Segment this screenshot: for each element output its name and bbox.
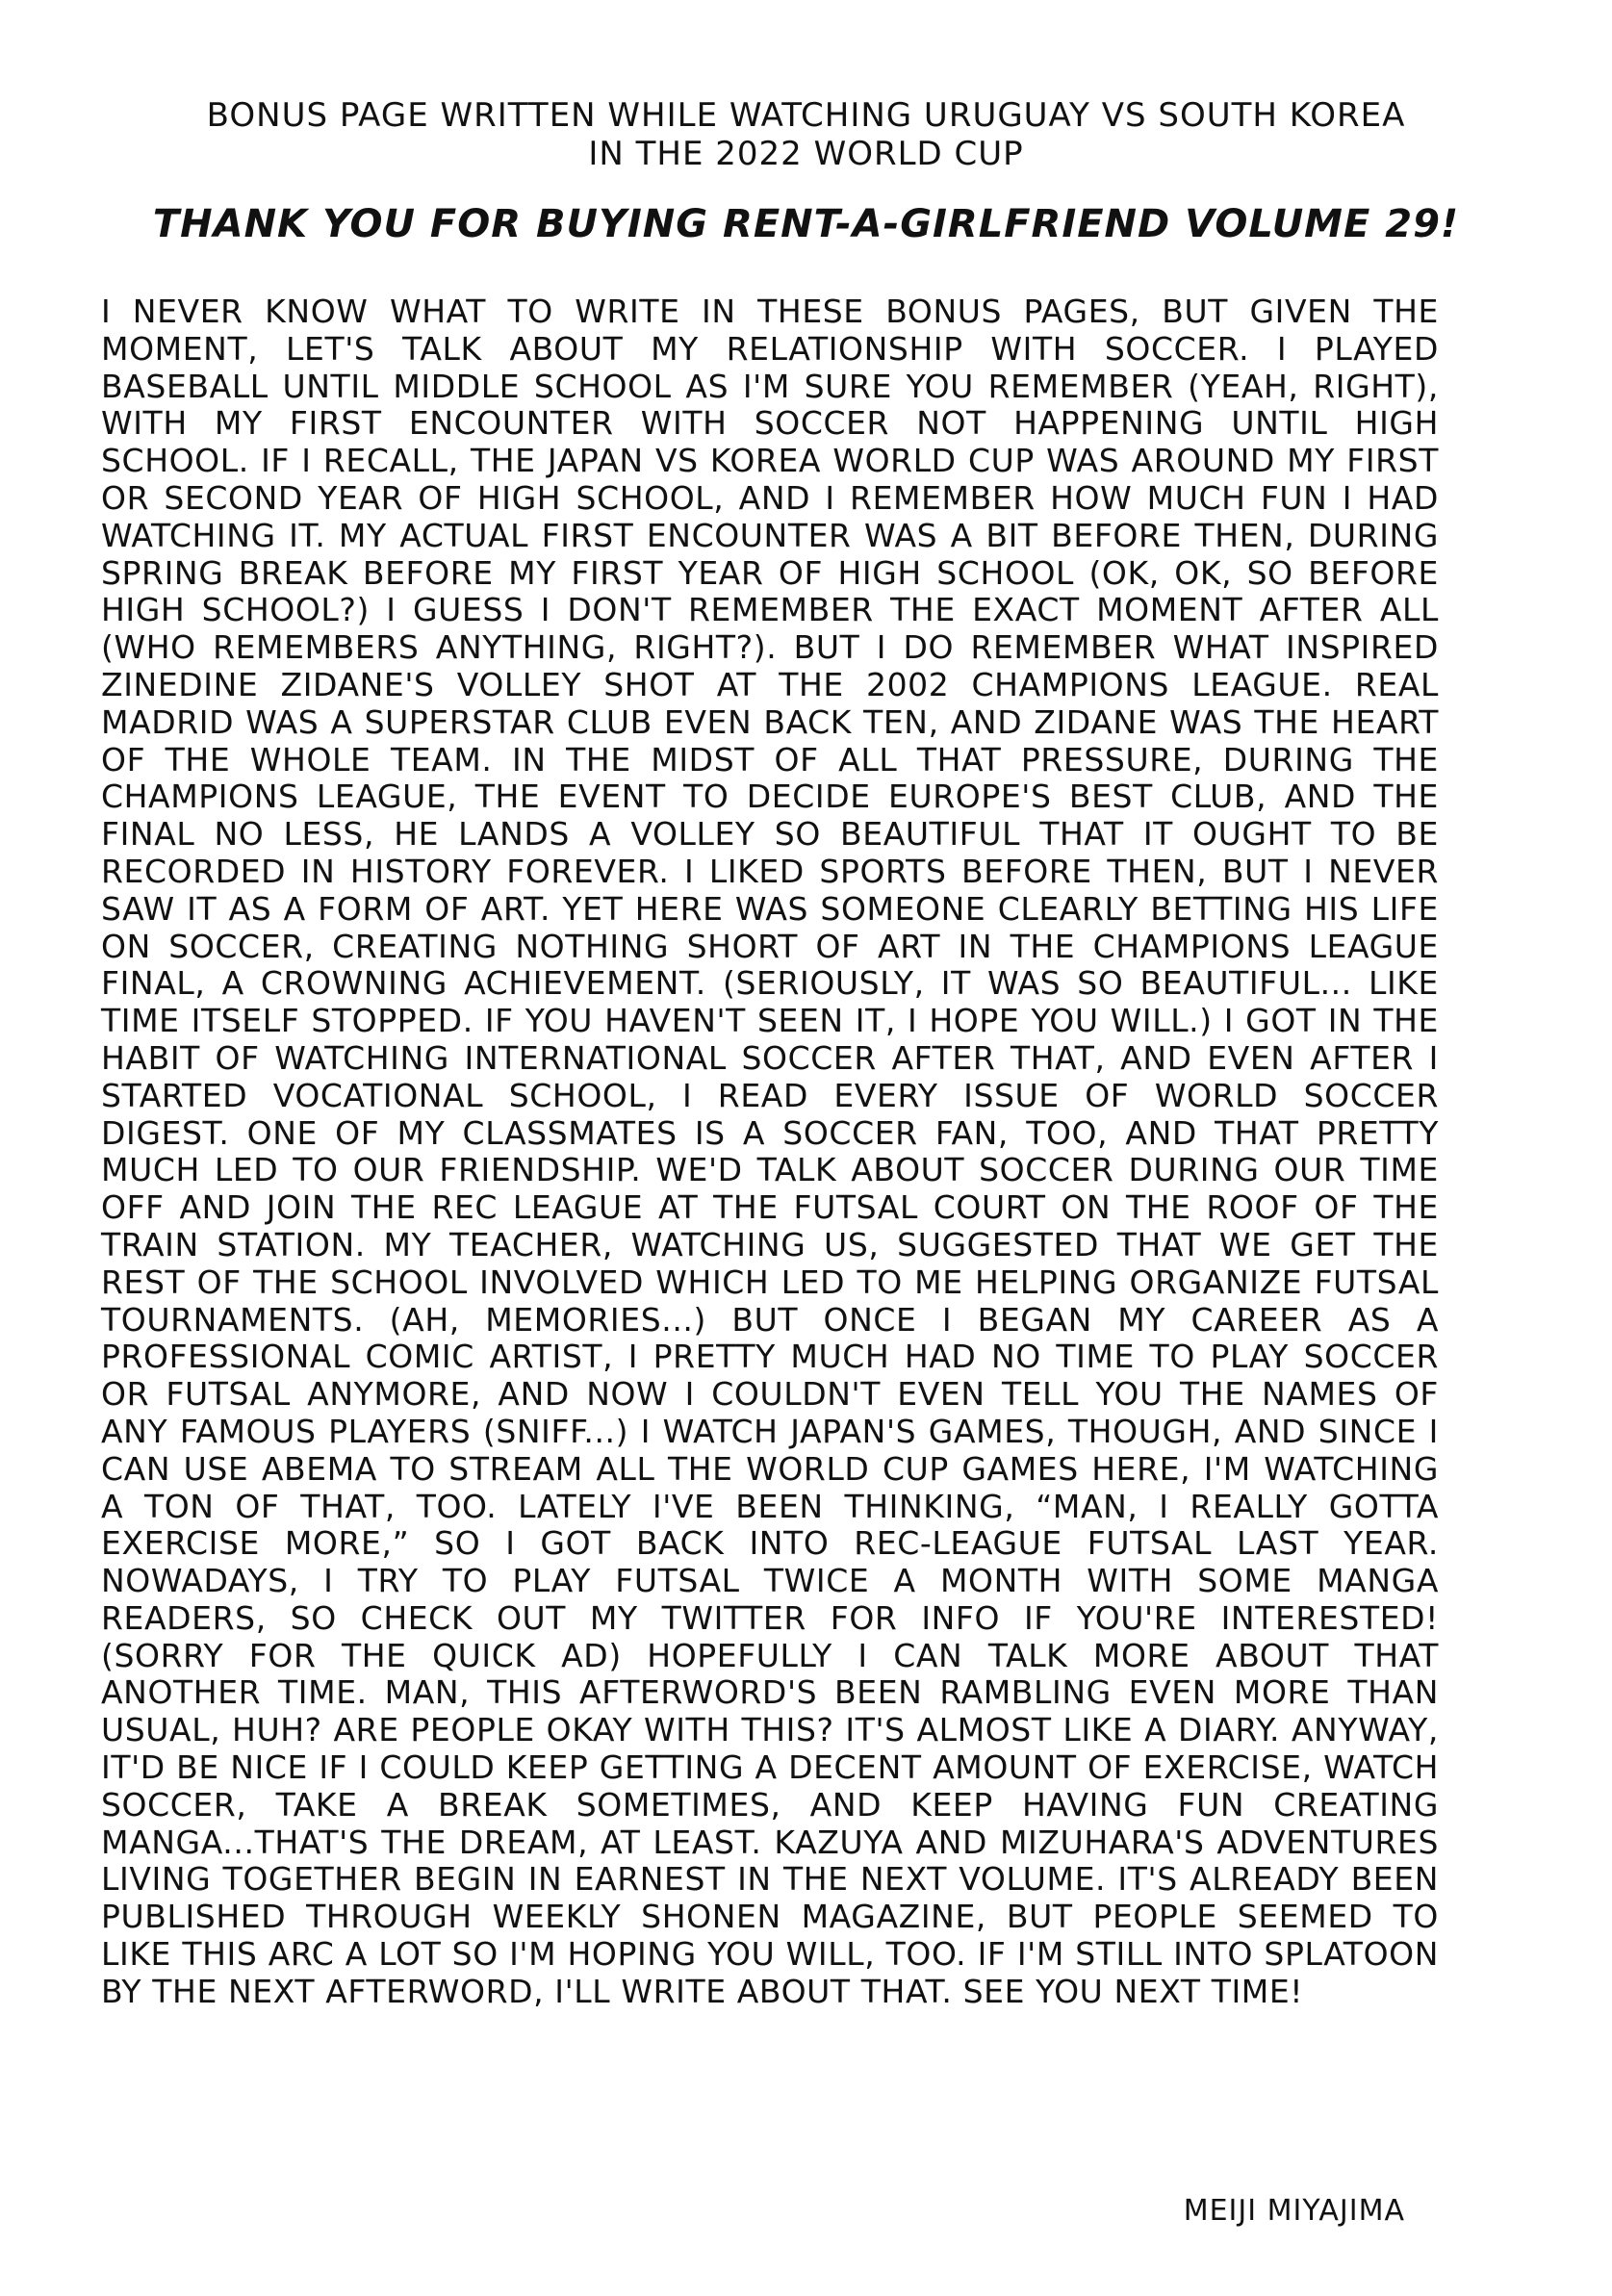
subtitle-line-2: IN THE 2022 WORLD CUP <box>588 135 1024 173</box>
subtitle-line-1: BONUS PAGE WRITTEN WHILE WATCHING URUGUAY VS SOUTH KOREA <box>206 96 1406 135</box>
afterword-text: I NEVER KNOW WHAT TO WRITE IN THESE BONUS PAGES, BUT GIVEN THE MOMENT, LET'S TALK ABOUT MY RELATIONSHIP WITH SOCCER. I PLAYED BASEBALL UNTIL MIDDLE SCHOOL AS I'M SURE YOU REMEMBER (YEAH, RIGHT), WITH MY FIRST ENCOUNTER WITH SOCCER NOT HAPPENING UNTIL HIGH SCHOOL. IF I RECALL, THE JAPAN VS KOREA WORLD CUP WAS AROUND MY FIRST OR SECOND YEAR OF HIGH SCHOOL, AND I REMEMBER HOW MUCH FUN I HAD WATCHING IT. MY ACTUAL FIRST ENCOUNTER WAS A BIT BEFORE THEN, DURING SPRING BREAK BEFORE MY FIRST YEAR OF HIGH SCHOOL (OK, OK, SO BEFORE HIGH SCHOOL?) I GUESS I DON'T REMEMBER THE EXACT MOMENT AFTER ALL (WHO REMEMBERS ANYTHING, RIGHT?). BUT I DO REMEMBER WHAT INSPIRED ZINEDINE ZIDANE'S VOLLEY SHOT AT THE 2002 CHAMPIONS LEAGUE. REAL MADRID WAS A SUPERSTAR CLUB EVEN BACK TEN, AND ZIDANE WAS THE HEART OF THE WHOLE TEAM. IN THE MIDST OF ALL THAT PRESSURE, DURING THE CHAMPIONS LEAGUE, THE EVENT TO DECIDE EUROPE'S BEST CLUB, AND THE FINAL NO LESS, HE LANDS A VOLLEY SO BEAUTIFUL THAT IT OUGHT TO BE RECORDED IN HISTORY FOREVER. I LIKED SPORTS BEFORE THEN, BUT I NEVER SAW IT AS A FORM OF ART. YET HERE WAS SOMEONE CLEARLY BETTING HIS LIFE ON SOCCER, CREATING NOTHING SHORT OF ART IN THE CHAMPIONS LEAGUE FINAL, A CROWNING ACHIEVEMENT. (SERIOUSLY, IT WAS SO BEAUTIFUL... LIKE TIME ITSELF STOPPED. IF YOU HAVEN'T SEEN IT, I HOPE YOU WILL.) I GOT IN THE HABIT OF WATCHING INTERNATIONAL SOCCER AFTER THAT, AND EVEN AFTER I STARTED VOCATIONAL SCHOOL, I READ EVERY ISSUE OF WORLD SOCCER DIGEST. ONE OF MY CLASSMATES IS A SOCCER FAN, TOO, AND THAT PRETTY MUCH LED TO OUR FRIENDSHIP. WE'D TALK ABOUT SOCCER DURING OUR TIME OFF AND JOIN THE REC LEAGUE AT THE FUTSAL COURT ON THE ROOF OF THE TRAIN STATION. MY TEACHER, WATCHING US, SUGGESTED THAT WE GET THE REST OF THE SCHOOL INVOLVED WHICH LED TO ME HELPING ORGANIZE FUTSAL TOURNAMENTS. (AH, MEMORIES...) BUT ONCE I BEGAN MY CAREER AS A PROFESSIONAL COMIC ARTIST, I PRETTY MUCH HAD NO TIME TO PLAY SOCCER OR FUTSAL ANYMORE, AND NOW I COULDN'T EVEN TELL YOU THE NAMES OF ANY FAMOUS PLAYERS (SNIFF...) I WATCH JAPAN'S GAMES, THOUGH, AND SINCE I CAN USE ABEMA TO STREAM ALL THE WORLD CUP GAMES HERE, I'M WATCHING A TON OF THAT, TOO. LATELY I'VE BEEN THINKING, “MAN, I REALLY GOTTA EXERCISE MORE,” SO I GOT BACK INTO REC-LEAGUE FUTSAL LAST YEAR. NOWADAYS, I TRY TO PLAY FUTSAL TWICE A MONTH WITH SOME MANGA READERS, SO CHECK OUT MY TWITTER FOR INFO IF YOU'RE INTERESTED! (SORRY FOR THE QUICK AD) HOPEFULLY I CAN TALK MORE ABOUT THAT ANOTHER TIME. MAN, THIS AFTERWORD'S BEEN RAMBLING EVEN MORE THAN USUAL, HUH? ARE PEOPLE OKAY WITH THIS? IT'S ALMOST LIKE A DIARY. ANYWAY, IT'D BE NICE IF I COULD KEEP GETTING A DECENT AMOUNT OF EXERCISE, WATCH SOCCER, TAKE A BREAK SOMETIMES, AND KEEP HAVING FUN CREATING MANGA...THAT'S THE DREAM, AT LEAST. KAZUYA AND MIZUHARA'S ADVENTURES LIVING TOGETHER BEGIN IN EARNEST IN THE NEXT VOLUME. IT'S ALREADY BEEN PUBLISHED THROUGH WEEKLY SHONEN MAGAZINE, BUT PEOPLE SEEMED TO LIKE THIS ARC A LOT SO I'M HOPING YOU WILL, TOO. IF I'M STILL INTO SPLATOON BY THE NEXT AFTERWORD, I'LL WRITE ABOUT THAT. SEE YOU NEXT TIME! <box>101 293 1439 2010</box>
author-signature: MEIJI MIYAJIMA <box>1183 2194 1405 2228</box>
page-subtitle <box>96 96 1516 173</box>
page-title: THANK YOU FOR BUYING RENT-A-GIRLFRIEND VOLUME 29! <box>152 202 1460 246</box>
